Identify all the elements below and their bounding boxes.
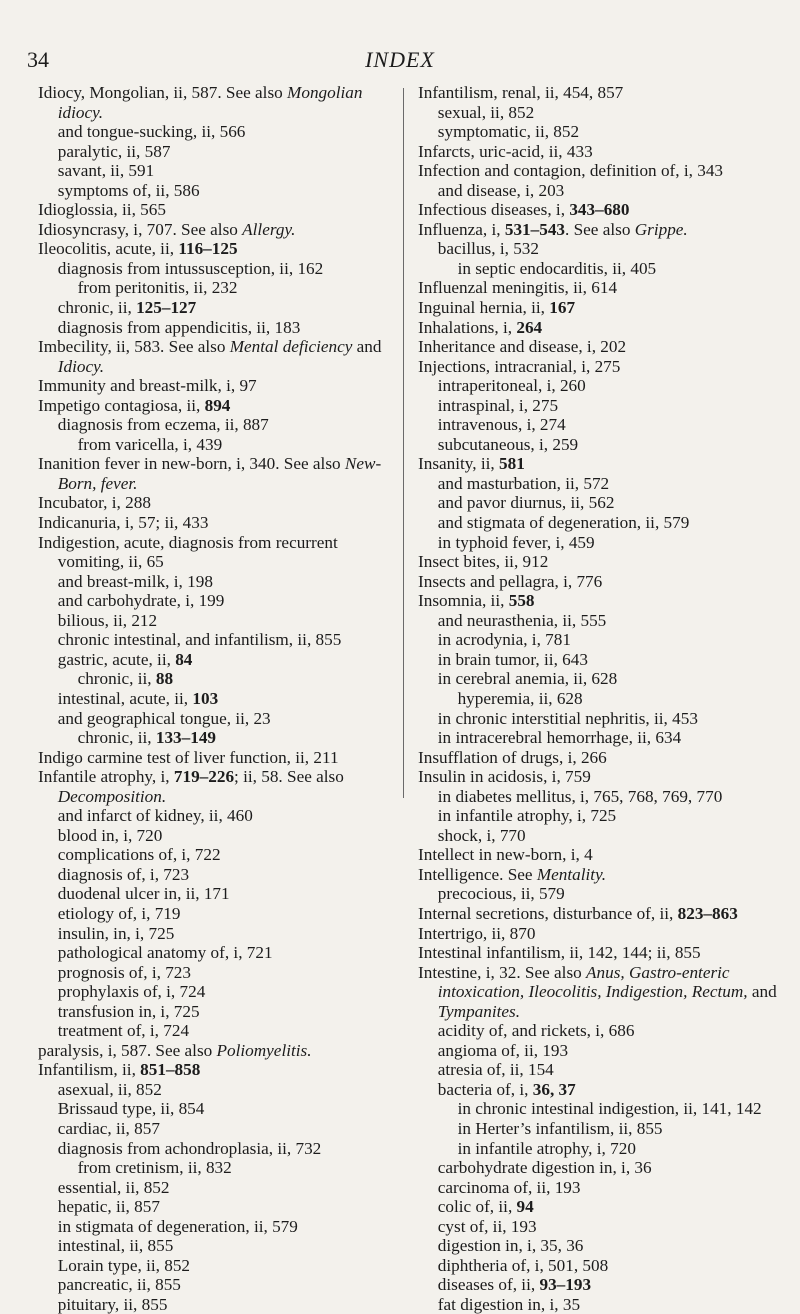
index-entry <box>418 337 780 357</box>
index-entry <box>418 298 780 318</box>
index-entry-text: duodenal ulcer in, ii, 171 <box>57 884 230 904</box>
index-entry <box>418 1021 780 1041</box>
index-entry-text: pathological anatomy of, i, 721 <box>57 943 273 963</box>
index-entry <box>38 845 396 865</box>
index-entry-text: Internal secretions, disturbance of, ii, <box>418 903 678 923</box>
index-entry-text: paralytic, ii, 587 <box>57 141 171 161</box>
index-entry <box>38 963 396 983</box>
index-entry-text: in chronic interstitial nephritis, ii, 453 <box>437 708 698 728</box>
index-entry-text: Infectious diseases, i, <box>418 200 570 220</box>
index-entry <box>38 220 396 240</box>
index-column-left <box>38 83 396 1314</box>
index-entry-text: Incubator, i, 288 <box>38 493 151 513</box>
index-entry <box>418 1080 780 1100</box>
index-entry-text: Tympanites. <box>437 1001 521 1021</box>
index-entry-text: Decomposition. <box>57 786 167 806</box>
index-entry <box>38 826 396 846</box>
index-entry-text: and carbohydrate, i, 199 <box>57 591 225 611</box>
index-entry-text: complications of, i, 722 <box>57 845 221 865</box>
index-entry <box>38 591 396 611</box>
index-entry-text: shock, i, 770 <box>437 825 526 845</box>
index-entry-text: Inanition fever in new-born, i, 340. See also <box>38 454 345 474</box>
index-entry <box>418 220 780 240</box>
index-entry <box>418 1158 780 1178</box>
index-entry <box>418 552 780 572</box>
page-number: 34 <box>27 47 49 72</box>
index-entry-text: subcutaneous, i, 259 <box>437 434 579 454</box>
index-entry-text: in chronic intestinal indigestion, ii, 141, 142 <box>457 1099 762 1119</box>
index-entry-text: prophylaxis of, i, 724 <box>57 982 206 1002</box>
index-entry-text: diseases of, ii, <box>437 1275 540 1295</box>
index-entry <box>418 357 780 377</box>
index-entry-text: sexual, ii, 852 <box>437 102 535 122</box>
index-entry <box>418 122 780 142</box>
index-entry-text: intraspinal, i, 275 <box>437 395 559 415</box>
index-entry-text: Insufflation of drugs, i, 266 <box>418 747 607 767</box>
index-entry-text: and infarct of kidney, ii, 460 <box>57 806 253 826</box>
index-entry <box>418 1178 780 1198</box>
index-entry-text: 264 <box>516 317 543 337</box>
index-entry <box>38 689 396 709</box>
index-entry-text: intraperitoneal, i, 260 <box>437 376 586 396</box>
index-entry-text: in infantile atrophy, i, 725 <box>437 806 617 826</box>
index-entry-text: paralysis, i, 587. See also <box>38 1040 217 1060</box>
index-entry <box>418 474 780 494</box>
index-entry <box>38 1002 396 1022</box>
index-entry <box>38 1080 396 1100</box>
index-entry-text: in stigmata of degeneration, ii, 579 <box>57 1216 298 1236</box>
index-entry-text: and pavor diurnus, ii, 562 <box>437 493 615 513</box>
index-entry-text: diagnosis of, i, 723 <box>57 864 190 884</box>
index-entry <box>418 1060 780 1080</box>
index-entry <box>38 318 396 338</box>
index-entry <box>38 1256 396 1276</box>
index-entry <box>38 728 396 748</box>
index-entry-text: and neurasthenia, ii, 555 <box>437 610 607 630</box>
index-entry <box>418 415 780 435</box>
index-entry-text: symptomatic, ii, 852 <box>437 122 580 142</box>
index-entry-text: Brissaud type, ii, 854 <box>57 1099 205 1119</box>
index-entry-text: Insomnia, ii, <box>418 591 509 611</box>
index-entry-text: precocious, ii, 579 <box>437 884 565 904</box>
index-entry-text: and stigmata of degeneration, ii, 579 <box>437 513 690 533</box>
index-entry-text: Inhalations, i, <box>418 317 517 337</box>
index-entry-text: and masturbation, ii, 572 <box>437 473 610 493</box>
index-entry <box>38 1021 396 1041</box>
index-entry <box>38 1139 396 1159</box>
index-entry-text: insulin, in, i, 725 <box>57 923 175 943</box>
index-entry-text: and breast-milk, i, 198 <box>57 571 213 591</box>
index-entry-text: intravenous, i, 274 <box>437 415 566 435</box>
index-entry-text: cyst of, ii, 193 <box>437 1216 537 1236</box>
index-entry-text: carcinoma of, ii, 193 <box>437 1177 581 1197</box>
index-entry-text: bacillus, i, 532 <box>437 239 539 259</box>
index-entry <box>38 513 396 533</box>
index-entry <box>38 1197 396 1217</box>
index-entry <box>418 924 780 944</box>
index-entry <box>38 943 396 963</box>
index-entry <box>418 83 780 103</box>
index-entry-text: Mentality. <box>536 864 607 884</box>
index-entry-text: Infarcts, uric-acid, ii, 433 <box>418 141 593 161</box>
index-entry-text: 94 <box>516 1197 534 1217</box>
index-entry-text: Indigo carmine test of liver function, ii, 211 <box>38 747 339 767</box>
index-entry-text: Intelligence. See <box>418 864 537 884</box>
index-entry-text: 558 <box>508 591 535 611</box>
index-entry-text: Intestinal infantilism, ii, 142, 144; ii, 855 <box>418 943 701 963</box>
index-entry <box>418 963 780 1022</box>
index-entry <box>418 630 780 650</box>
index-entry <box>418 1256 780 1276</box>
index-entry-text: Poliomyelitis. <box>216 1040 312 1060</box>
index-entry <box>418 591 780 611</box>
index-entry <box>418 239 780 259</box>
index-entry <box>418 376 780 396</box>
index-entry-text: Impetigo contagiosa, ii, <box>38 395 205 415</box>
index-entry-text: intestinal, ii, 855 <box>57 1236 174 1256</box>
index-entry <box>38 454 396 493</box>
index-entry-text: . See also <box>565 219 635 239</box>
index-entry <box>38 337 396 376</box>
index-entry <box>38 1295 396 1314</box>
index-entry <box>38 1217 396 1237</box>
index-entry <box>38 259 396 279</box>
index-entry-text: 88 <box>155 669 174 689</box>
index-entry-text: asexual, ii, 852 <box>57 1079 162 1099</box>
index-entry <box>418 1099 780 1119</box>
index-entry <box>418 318 780 338</box>
index-entry <box>38 533 396 572</box>
index-entry <box>38 982 396 1002</box>
index-entry-text: Infantile atrophy, i, <box>38 767 174 787</box>
index-entry-text: atresia of, ii, 154 <box>437 1060 554 1080</box>
index-entry <box>38 924 396 944</box>
index-entry-text: diagnosis from eczema, ii, 887 <box>57 415 269 435</box>
index-entry-text: colic of, ii, <box>437 1197 517 1217</box>
index-entry <box>38 493 396 513</box>
index-entry <box>38 1275 396 1295</box>
index-entry-text: 719–226 <box>173 767 235 787</box>
index-entry <box>418 1217 780 1237</box>
index-entry-text: pancreatic, ii, 855 <box>57 1275 181 1295</box>
index-entry <box>418 396 780 416</box>
index-entry-text: fat digestion in, i, 35 <box>437 1294 581 1314</box>
index-entry <box>38 83 396 122</box>
index-entry-text: Injections, intracranial, i, 275 <box>418 356 621 376</box>
index-entry <box>38 1236 396 1256</box>
index-entry <box>418 650 780 670</box>
index-entry <box>38 1119 396 1139</box>
index-entry <box>38 748 396 768</box>
index-entry-text: 116–125 <box>178 239 238 259</box>
index-entry <box>418 1139 780 1159</box>
index-entry-text: 36, 37 <box>532 1079 576 1099</box>
index-entry <box>418 161 780 181</box>
index-entry-text: in intracerebral hemorrhage, ii, 634 <box>437 728 682 748</box>
index-entry-text: in acrodynia, i, 781 <box>437 630 571 650</box>
index-entry <box>418 1119 780 1139</box>
index-entry <box>418 513 780 533</box>
index-entry-text: from cretinism, ii, 832 <box>77 1158 232 1178</box>
running-head: INDEX <box>365 47 435 72</box>
index-entry-text: in brain tumor, ii, 643 <box>437 649 588 669</box>
index-entry <box>38 572 396 592</box>
index-entry <box>38 376 396 396</box>
index-entry-text: etiology of, i, 719 <box>57 903 181 923</box>
index-entry <box>418 728 780 748</box>
index-entry <box>38 435 396 455</box>
index-entry-text: New-Born, fever. <box>57 454 382 493</box>
index-entry <box>418 904 780 924</box>
index-entry-text: and <box>747 982 777 1002</box>
index-entry-text: chronic, ii, <box>77 669 156 689</box>
index-entry <box>418 748 780 768</box>
index-entry-text: transfusion in, i, 725 <box>57 1001 200 1021</box>
index-entry-text: Anus, Gastro-enteric intoxication, Ileocolitis, Indigestion, Rectum, <box>437 962 748 1002</box>
index-entry-text: savant, ii, 591 <box>57 161 155 181</box>
index-entry <box>418 454 780 474</box>
index-entry <box>418 767 780 787</box>
index-entry-text: 343–680 <box>569 200 630 220</box>
index-entry-text: Grippe. <box>634 219 688 239</box>
index-entry <box>418 1041 780 1061</box>
index-entry <box>418 142 780 162</box>
index-entry <box>38 298 396 318</box>
index-entry-text: acidity of, and rickets, i, 686 <box>437 1021 635 1041</box>
index-entry-text: 823–863 <box>677 903 738 923</box>
index-entry-text: 531–543 <box>504 219 566 239</box>
index-entry <box>418 1197 780 1217</box>
index-entry-text: symptoms of, ii, 586 <box>57 180 200 200</box>
index-entry-text: Infantilism, ii, <box>38 1060 141 1080</box>
index-entry-text: Inguinal hernia, ii, <box>418 298 550 318</box>
index-entry <box>38 884 396 904</box>
index-entry-text: treatment of, i, 724 <box>57 1021 190 1041</box>
index-entry-text: Imbecility, ii, 583. See also <box>38 337 230 357</box>
index-entry-text: Insulin in acidosis, i, 759 <box>418 767 591 787</box>
index-entry-text: diagnosis from achondroplasia, ii, 732 <box>57 1138 322 1158</box>
index-entry-text: Influenza, i, <box>418 219 505 239</box>
index-entry-text: Idiocy. <box>57 356 105 376</box>
index-entry <box>418 278 780 298</box>
index-entry-text: Idiocy, Mongolian, ii, 587. See also <box>38 83 288 102</box>
index-entry <box>38 904 396 924</box>
index-entry <box>38 181 396 201</box>
index-entry-text: ; ii, 58. See also <box>234 767 344 787</box>
index-entry-text: Allergy. <box>242 219 296 239</box>
index-entry <box>418 200 780 220</box>
index-entry <box>418 493 780 513</box>
index-entry-text: diagnosis from intussusception, ii, 162 <box>57 258 324 278</box>
index-entry-text: chronic, ii, <box>77 728 156 748</box>
index-entry-text: Idioglossia, ii, 565 <box>38 200 166 220</box>
index-entry <box>418 533 780 553</box>
index-entry <box>38 669 396 689</box>
index-entry-text: and tongue-sucking, ii, 566 <box>57 122 246 142</box>
index-entry-text: digestion in, i, 35, 36 <box>437 1236 584 1256</box>
index-entry <box>38 1060 396 1080</box>
index-entry <box>418 884 780 904</box>
index-entry-text: blood in, i, 720 <box>57 825 163 845</box>
index-entry <box>418 806 780 826</box>
index-entry <box>418 1275 780 1295</box>
index-entry <box>38 806 396 826</box>
index-entry-text: 125–127 <box>136 298 197 318</box>
index-entry-text: hyperemia, ii, 628 <box>457 688 583 708</box>
index-entry-text: 894 <box>204 395 231 415</box>
index-entry <box>418 259 780 279</box>
index-entry-text: in diabetes mellitus, i, 765, 768, 769, 770 <box>437 786 723 806</box>
index-entry-text: 93–193 <box>539 1275 592 1295</box>
index-entry <box>38 767 396 806</box>
index-entry <box>38 122 396 142</box>
index-entry <box>38 611 396 631</box>
index-entry-text: in typhoid fever, i, 459 <box>437 532 595 552</box>
index-entry-text: Infection and contagion, definition of, i, 343 <box>418 161 724 181</box>
index-entry <box>418 709 780 729</box>
index-entry-text: in Herter’s infantilism, ii, 855 <box>457 1118 663 1138</box>
index-entry-text: 581 <box>499 454 525 474</box>
index-entry-text: intestinal, acute, ii, <box>57 688 193 708</box>
index-entry <box>38 239 396 259</box>
index-entry <box>38 1158 396 1178</box>
index-entry-text: Mongolian idiocy. <box>57 83 363 122</box>
index-entry <box>418 1295 780 1314</box>
index-entry-text: diagnosis from appendicitis, ii, 183 <box>57 317 301 337</box>
index-entry-text: Ileocolitis, acute, ii, <box>38 239 179 259</box>
index-entry <box>418 181 780 201</box>
index-entry <box>418 826 780 846</box>
index-entry-text: Immunity and breast-milk, i, 97 <box>38 376 257 396</box>
index-entry <box>418 435 780 455</box>
index-entry-text: chronic intestinal, and infantilism, ii, 855 <box>57 630 342 650</box>
index-entry <box>38 1041 396 1061</box>
index-entry <box>38 396 396 416</box>
index-entry-text: bilious, ii, 212 <box>57 610 158 630</box>
index-entry <box>38 142 396 162</box>
index-entry-text: Insects and pellagra, i, 776 <box>418 571 603 591</box>
index-entry <box>418 611 780 631</box>
index-entry-text: Insect bites, ii, 912 <box>418 552 549 572</box>
index-entry <box>418 689 780 709</box>
index-entry-text: 84 <box>175 649 193 669</box>
index-entry-text: from varicella, i, 439 <box>77 434 223 454</box>
index-entry <box>38 415 396 435</box>
index-entry <box>418 103 780 123</box>
index-entry-text: Inheritance and disease, i, 202 <box>418 337 627 357</box>
index-entry-text: chronic, ii, <box>57 298 137 318</box>
index-entry-text: Indigestion, acute, diagnosis from recurrent vomiting, ii, 65 <box>38 532 338 572</box>
index-entry <box>38 161 396 181</box>
index-entry-text: diphtheria of, i, 501, 508 <box>437 1255 609 1275</box>
index-entry-text: in cerebral anemia, ii, 628 <box>437 669 618 689</box>
index-entry-text: Influenzal meningitis, ii, 614 <box>418 278 618 298</box>
index-entry-text: essential, ii, 852 <box>57 1177 170 1197</box>
index-entry-text: Indicanuria, i, 57; ii, 433 <box>38 513 209 533</box>
index-entry-text: 103 <box>192 688 219 708</box>
index-column-right <box>418 83 780 1314</box>
index-entry-text: 133–149 <box>155 728 216 748</box>
index-entry-text: Mental deficiency <box>229 337 353 357</box>
index-entry-text: Infantilism, renal, ii, 454, 857 <box>418 83 624 102</box>
index-entry-text: in infantile atrophy, i, 720 <box>457 1138 636 1158</box>
index-entry-text: 851–858 <box>140 1060 201 1080</box>
index-entry-text: Insanity, ii, <box>418 454 499 474</box>
index-entry-text: Lorain type, ii, 852 <box>57 1255 191 1275</box>
index-entry-text: and geographical tongue, ii, 23 <box>57 708 271 728</box>
index-entry-text: 167 <box>549 298 576 318</box>
index-entry-text: gastric, acute, ii, <box>57 649 176 669</box>
index-entry <box>418 845 780 865</box>
index-entry-text: and disease, i, 203 <box>437 180 565 200</box>
index-entry-text: Intellect in new-born, i, 4 <box>418 845 593 865</box>
index-entry-text: Idiosyncrasy, i, 707. See also <box>38 219 243 239</box>
index-entry <box>38 630 396 650</box>
index-entry-text: angioma of, ii, 193 <box>437 1040 569 1060</box>
index-entry <box>418 787 780 807</box>
index-entry-text: from peritonitis, ii, 232 <box>77 278 238 298</box>
index-entry <box>38 1099 396 1119</box>
index-entry-text: cardiac, ii, 857 <box>57 1118 160 1138</box>
index-entry-text: hepatic, ii, 857 <box>57 1197 160 1217</box>
index-entry <box>418 669 780 689</box>
index-entry-text: prognosis of, i, 723 <box>57 962 191 982</box>
index-entry <box>418 1236 780 1256</box>
column-divider <box>403 88 404 798</box>
index-entry-text: carbohydrate digestion in, i, 36 <box>437 1158 652 1178</box>
index-entry <box>38 200 396 220</box>
index-entry-text: pituitary, ii, 855 <box>57 1294 168 1314</box>
index-entry-text: Intestine, i, 32. See also <box>418 962 587 982</box>
index-entry <box>38 650 396 670</box>
index-entry <box>418 572 780 592</box>
index-entry <box>38 709 396 729</box>
index-entry <box>38 278 396 298</box>
index-entry-text: Intertrigo, ii, 870 <box>418 923 536 943</box>
index-entry-text: and <box>352 337 382 357</box>
index-entry <box>418 865 780 885</box>
index-entry-text: bacteria of, i, <box>437 1079 533 1099</box>
index-entry <box>418 943 780 963</box>
index-entry <box>38 1178 396 1198</box>
index-entry <box>38 865 396 885</box>
index-entry-text: in septic endocarditis, ii, 405 <box>457 258 657 278</box>
